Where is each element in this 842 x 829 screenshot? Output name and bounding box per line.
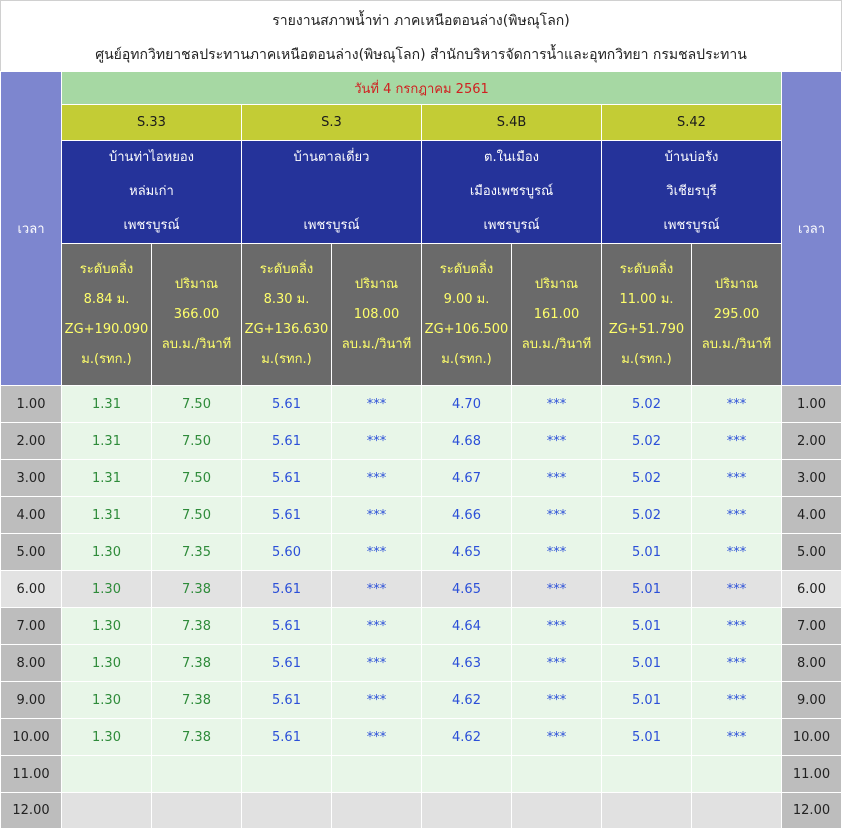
value-cell: *** — [512, 571, 602, 608]
value-cell: 5.02 — [602, 423, 692, 460]
value-cell — [422, 756, 512, 793]
value-cell: 7.50 — [152, 460, 242, 497]
flow-capacity-header — [512, 244, 602, 386]
value-cell — [422, 793, 512, 829]
time-cell: 1.00 — [1, 386, 62, 423]
time-cell: 4.00 — [1, 497, 62, 534]
bank-level-line: ระดับตลิ่ง — [439, 261, 494, 277]
location-line: เพชรบูรณ์ — [483, 218, 540, 233]
time-cell: 4.00 — [782, 497, 842, 534]
location-line: บ้านบ่อรัง — [664, 150, 719, 165]
time-cell: 8.00 — [782, 645, 842, 682]
value-cell: 4.65 — [422, 534, 512, 571]
value-cell: 5.61 — [242, 460, 332, 497]
location-line: เพชรบูรณ์ — [123, 218, 180, 233]
value-cell: *** — [692, 497, 782, 534]
time-cell: 11.00 — [1, 756, 62, 793]
bank-level-line: 8.84 ม. — [83, 291, 130, 307]
value-cell: 5.61 — [242, 423, 332, 460]
value-cell: 5.02 — [602, 497, 692, 534]
value-cell — [512, 793, 602, 829]
bank-level-line: ระดับตลิ่ง — [619, 261, 674, 277]
value-cell: 7.50 — [152, 423, 242, 460]
value-cell: 5.01 — [602, 645, 692, 682]
value-cell: *** — [332, 534, 422, 571]
time-cell: 3.00 — [1, 460, 62, 497]
flow-capacity-line: ลบ.ม./วินาที — [521, 336, 592, 352]
value-cell: 1.30 — [62, 682, 152, 719]
value-cell — [692, 756, 782, 793]
time-header-left: เวลา — [1, 72, 62, 386]
value-cell: *** — [692, 682, 782, 719]
value-cell: 1.30 — [62, 608, 152, 645]
bank-level-line: 8.30 ม. — [263, 291, 310, 307]
value-cell: *** — [692, 460, 782, 497]
value-cell: *** — [512, 423, 602, 460]
station-location — [602, 141, 782, 244]
station-location — [422, 141, 602, 244]
value-cell: 5.61 — [242, 645, 332, 682]
value-cell: 1.30 — [62, 719, 152, 756]
flow-capacity-line: 108.00 — [353, 306, 400, 322]
value-cell — [602, 793, 692, 829]
report-date: วันที่ 4 กรกฎาคม 2561 — [62, 72, 782, 105]
bank-level-line: ZG+136.630 — [244, 321, 329, 337]
flow-capacity-header — [692, 244, 782, 386]
value-cell: 1.30 — [62, 571, 152, 608]
value-cell: 7.50 — [152, 386, 242, 423]
value-cell: *** — [692, 571, 782, 608]
value-cell: *** — [332, 682, 422, 719]
location-line — [242, 175, 421, 209]
value-cell: 1.31 — [62, 386, 152, 423]
value-cell: 4.63 — [422, 645, 512, 682]
value-cell: 5.61 — [242, 719, 332, 756]
value-cell: 5.01 — [602, 534, 692, 571]
time-cell: 2.00 — [782, 423, 842, 460]
station-code: S.3 — [242, 105, 422, 141]
bank-level-line: 11.00 ม. — [619, 291, 674, 307]
table-row — [1, 460, 842, 497]
station-code-row — [1, 105, 842, 141]
table-row — [1, 423, 842, 460]
value-cell: 4.68 — [422, 423, 512, 460]
report-header — [0, 0, 842, 73]
flow-capacity-line: 366.00 — [173, 306, 220, 322]
value-cell: *** — [332, 386, 422, 423]
bank-level-line: ม.(รทก.) — [261, 351, 312, 367]
value-cell: 5.01 — [602, 571, 692, 608]
value-cell — [62, 756, 152, 793]
flow-capacity-line: ลบ.ม./วินาที — [701, 336, 772, 352]
location-line: เพชรบูรณ์ — [303, 218, 360, 233]
value-cell: *** — [512, 608, 602, 645]
table-row — [1, 497, 842, 534]
value-cell: *** — [512, 534, 602, 571]
bank-level-line: ม.(รทก.) — [441, 351, 492, 367]
time-cell: 2.00 — [1, 423, 62, 460]
bank-level-line: ม.(รทก.) — [621, 351, 672, 367]
bank-level-header — [62, 244, 152, 386]
bank-level-line: ระดับตลิ่ง — [259, 261, 314, 277]
table-row — [1, 571, 842, 608]
time-header-right: เวลา — [782, 72, 842, 386]
bank-level-header — [242, 244, 332, 386]
value-cell: 4.62 — [422, 719, 512, 756]
flow-capacity-header — [152, 244, 242, 386]
value-cell: 1.31 — [62, 460, 152, 497]
value-cell: 7.50 — [152, 497, 242, 534]
station-location-row — [1, 141, 842, 244]
value-cell: *** — [512, 682, 602, 719]
value-cell: *** — [692, 423, 782, 460]
value-cell: *** — [332, 460, 422, 497]
value-cell: 5.02 — [602, 460, 692, 497]
value-cell: 5.61 — [242, 682, 332, 719]
value-cell: *** — [512, 386, 602, 423]
value-cell: *** — [332, 497, 422, 534]
value-cell — [332, 793, 422, 829]
value-cell: *** — [692, 608, 782, 645]
value-cell: 7.38 — [152, 682, 242, 719]
value-cell: 5.60 — [242, 534, 332, 571]
value-cell: 4.62 — [422, 682, 512, 719]
value-cell: *** — [692, 645, 782, 682]
time-cell: 9.00 — [782, 682, 842, 719]
value-cell: 4.66 — [422, 497, 512, 534]
table-row — [1, 756, 842, 793]
bank-level-line: ม.(รทก.) — [81, 351, 132, 367]
flow-capacity-line: ปริมาณ — [534, 276, 579, 292]
value-cell: 1.30 — [62, 645, 152, 682]
measure-header-row — [1, 244, 842, 386]
location-line: ต.ในเมือง — [484, 150, 539, 165]
table-row — [1, 645, 842, 682]
bank-level-line: ZG+51.790 — [608, 321, 685, 337]
value-cell: *** — [512, 497, 602, 534]
time-cell: 6.00 — [782, 571, 842, 608]
value-cell: *** — [512, 645, 602, 682]
station-code: S.42 — [602, 105, 782, 141]
flow-capacity-header — [332, 244, 422, 386]
value-cell: 4.65 — [422, 571, 512, 608]
station-location — [242, 141, 422, 244]
bank-level-line: ระดับตลิ่ง — [79, 261, 134, 277]
station-code: S.33 — [62, 105, 242, 141]
water-level-table — [0, 71, 842, 829]
value-cell: 5.01 — [602, 719, 692, 756]
time-cell: 1.00 — [782, 386, 842, 423]
date-row — [1, 72, 842, 105]
value-cell: *** — [332, 423, 422, 460]
value-cell — [512, 756, 602, 793]
time-cell: 7.00 — [782, 608, 842, 645]
value-cell: 5.01 — [602, 682, 692, 719]
report-subtitle: ศูนย์อุทกวิทยาชลประทานภาคเหนือตอนล่าง(พิษณุโลก) สำนักบริหารจัดการน้ำและอุทกวิทยา กรมชลประทาน — [95, 47, 747, 63]
time-cell: 12.00 — [782, 793, 842, 829]
value-cell: 5.61 — [242, 571, 332, 608]
time-cell: 3.00 — [782, 460, 842, 497]
value-cell: 5.61 — [242, 386, 332, 423]
value-cell: 1.31 — [62, 423, 152, 460]
table-row — [1, 682, 842, 719]
bank-level-line: ZG+106.500 — [424, 321, 509, 337]
bank-level-line: ZG+190.090 — [64, 321, 149, 337]
time-cell: 10.00 — [1, 719, 62, 756]
time-cell: 7.00 — [1, 608, 62, 645]
time-cell: 12.00 — [1, 793, 62, 829]
value-cell: *** — [692, 386, 782, 423]
value-cell: *** — [332, 608, 422, 645]
time-cell: 5.00 — [782, 534, 842, 571]
location-line: บ้านตาลเดี่ยว — [293, 150, 370, 165]
value-cell — [62, 793, 152, 829]
bank-level-line: 9.00 ม. — [443, 291, 490, 307]
bank-level-header — [422, 244, 512, 386]
time-cell: 10.00 — [782, 719, 842, 756]
table-row — [1, 719, 842, 756]
value-cell: 5.01 — [602, 608, 692, 645]
value-cell: 5.02 — [602, 386, 692, 423]
value-cell — [602, 756, 692, 793]
value-cell: 7.38 — [152, 608, 242, 645]
location-line: หล่มเก่า — [129, 184, 174, 199]
station-location — [62, 141, 242, 244]
location-line: บ้านท่าไอหยอง — [109, 150, 194, 165]
time-cell: 6.00 — [1, 571, 62, 608]
flow-capacity-line: ปริมาณ — [354, 276, 399, 292]
value-cell: 5.61 — [242, 608, 332, 645]
report-title: รายงานสภาพน้ำท่า ภาคเหนือตอนล่าง(พิษณุโลก) — [272, 13, 570, 29]
value-cell — [152, 756, 242, 793]
flow-capacity-line: ลบ.ม./วินาที — [341, 336, 412, 352]
value-cell: *** — [692, 719, 782, 756]
time-cell: 9.00 — [1, 682, 62, 719]
value-cell: *** — [332, 645, 422, 682]
value-cell: 4.64 — [422, 608, 512, 645]
value-cell: 1.30 — [62, 534, 152, 571]
location-line: เพชรบูรณ์ — [663, 218, 720, 233]
value-cell: *** — [332, 719, 422, 756]
value-cell: 4.67 — [422, 460, 512, 497]
value-cell — [692, 793, 782, 829]
flow-capacity-line: 161.00 — [533, 306, 580, 322]
value-cell — [332, 756, 422, 793]
value-cell — [242, 793, 332, 829]
time-cell: 5.00 — [1, 534, 62, 571]
value-cell: 7.38 — [152, 571, 242, 608]
flow-capacity-line: ปริมาณ — [174, 276, 219, 292]
time-cell: 8.00 — [1, 645, 62, 682]
location-line: วิเชียรบุรี — [666, 184, 717, 199]
value-cell: 7.38 — [152, 645, 242, 682]
bank-level-header — [602, 244, 692, 386]
location-line: เมืองเพชรบูรณ์ — [469, 184, 554, 199]
value-cell: *** — [692, 534, 782, 571]
station-code: S.4B — [422, 105, 602, 141]
flow-capacity-line: ปริมาณ — [714, 276, 759, 292]
table-row — [1, 793, 842, 829]
value-cell: 5.61 — [242, 497, 332, 534]
value-cell: *** — [332, 571, 422, 608]
table-row — [1, 608, 842, 645]
table-row — [1, 534, 842, 571]
value-cell: 1.31 — [62, 497, 152, 534]
value-cell: *** — [512, 719, 602, 756]
value-cell: 4.70 — [422, 386, 512, 423]
value-cell: 7.38 — [152, 719, 242, 756]
value-cell — [242, 756, 332, 793]
flow-capacity-line: 295.00 — [713, 306, 760, 322]
value-cell — [152, 793, 242, 829]
value-cell: *** — [512, 460, 602, 497]
flow-capacity-line: ลบ.ม./วินาที — [161, 336, 232, 352]
value-cell: 7.35 — [152, 534, 242, 571]
time-cell: 11.00 — [782, 756, 842, 793]
table-row — [1, 386, 842, 423]
